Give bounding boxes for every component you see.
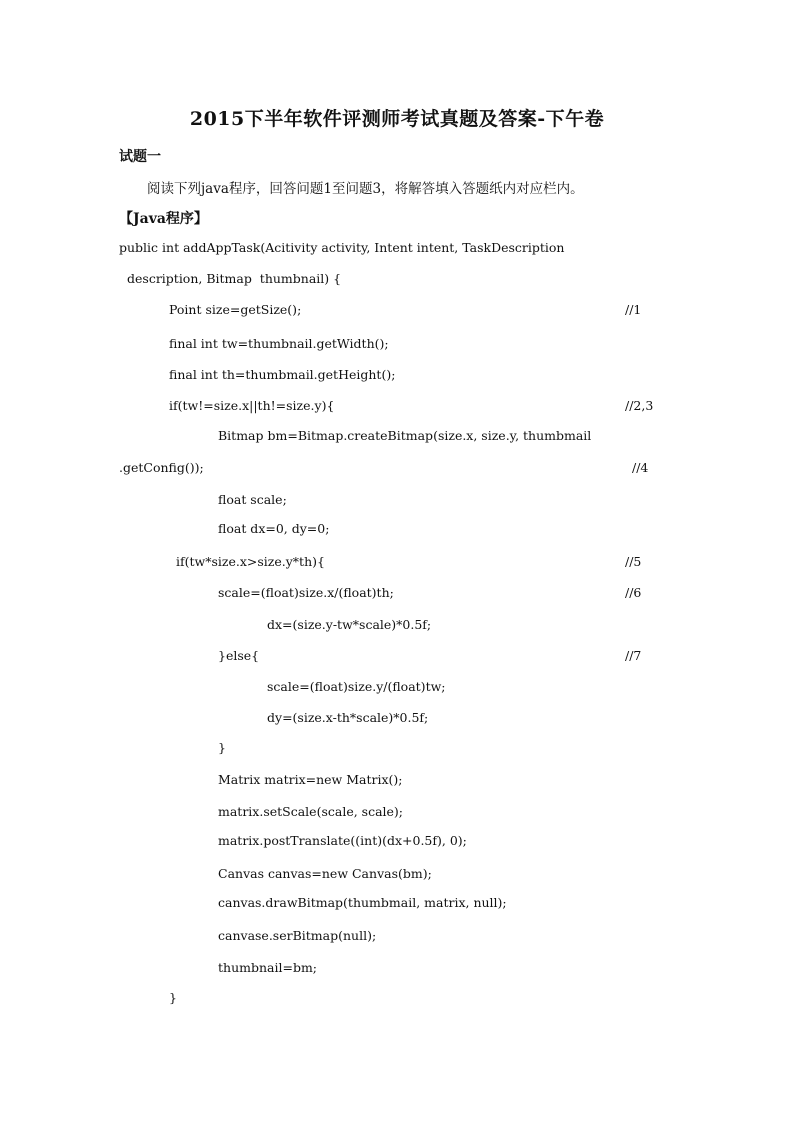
code-line: description, Bitmap thumbnail) { — [127, 271, 342, 286]
code-line: thumbnail=bm; — [218, 960, 318, 975]
code-line: Matrix matrix=new Matrix(); — [218, 772, 403, 787]
code-line: matrix.postTranslate((int)(dx+0.5f), 0); — [218, 833, 467, 848]
code-line: Canvas canvas=new Canvas(bm); — [218, 866, 432, 881]
program-heading: 【Java程序】 — [119, 211, 208, 227]
code-line: Bitmap bm=Bitmap.createBitmap(size.x, size.y, thumbmail — [218, 428, 592, 443]
code-line: matrix.setScale(scale, scale); — [218, 804, 404, 819]
code-line: final int tw=thumbnail.getWidth(); — [169, 336, 389, 351]
document-title: 2015下半年软件评测师考试真题及答案-下午卷 — [189, 108, 605, 130]
section-title: 试题一 — [119, 149, 161, 165]
code-comment: //2,3 — [625, 398, 654, 413]
code-comment: //4 — [632, 460, 649, 475]
code-line: public int addAppTask(Acitivity activity, Intent intent, TaskDescription — [119, 240, 565, 255]
code-line: float dx=0, dy=0; — [218, 521, 330, 536]
code-line: if(tw!=size.x||th!=size.y){ — [169, 398, 335, 413]
instruction-text: 阅读下列java程序，回答问题1至问题3，将解答填入答题纸内对应栏内。 — [147, 181, 584, 197]
code-line: float scale; — [218, 492, 287, 507]
code-line: if(tw*size.x>size.y*th){ — [176, 554, 325, 569]
code-line: scale=(float)size.x/(float)th; — [218, 585, 394, 600]
code-comment: //6 — [625, 585, 642, 600]
code-comment: //1 — [625, 302, 642, 317]
code-line: } — [218, 740, 226, 755]
code-comment: //7 — [625, 648, 642, 663]
code-line: }else{ — [218, 648, 260, 663]
code-line: final int th=thumbmail.getHeight(); — [169, 367, 396, 382]
code-comment: //5 — [625, 554, 642, 569]
code-line: canvase.serBitmap(null); — [218, 928, 377, 943]
code-line: scale=(float)size.y/(float)tw; — [267, 679, 446, 694]
code-line: canvas.drawBitmap(thumbmail, matrix, null); — [218, 895, 507, 910]
code-line: dy=(size.x-th*scale)*0.5f; — [267, 710, 429, 725]
code-line: .getConfig()); — [119, 460, 204, 475]
code-line: dx=(size.y-tw*scale)*0.5f; — [267, 617, 432, 632]
code-line: Point size=getSize(); — [169, 302, 302, 317]
code-line: } — [169, 990, 177, 1005]
